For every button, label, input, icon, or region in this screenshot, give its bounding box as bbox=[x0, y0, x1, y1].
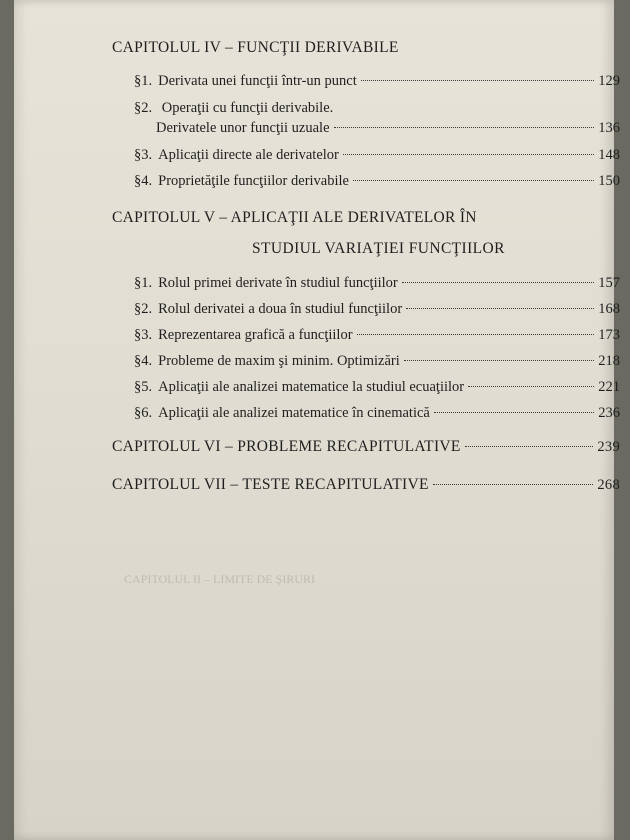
entry-title: Derivata unei funcţii într-un punct bbox=[158, 73, 357, 89]
entry-page: 268 bbox=[597, 477, 620, 493]
toc-entry[interactable] bbox=[112, 400, 620, 426]
toc-entry[interactable] bbox=[112, 168, 620, 194]
entry-title-continued: Derivatele unor funcţii uzuale bbox=[156, 120, 330, 136]
leader-dots bbox=[353, 180, 594, 181]
chapter-5-title bbox=[112, 208, 620, 228]
entry-number: §5. bbox=[134, 379, 153, 395]
entry-title: Rolul primei derivate în studiul funcţiilor bbox=[158, 275, 398, 291]
chapter-6-heading: CAPITOLUL VI – PROBLEME RECAPITULATIVE bbox=[112, 438, 461, 455]
leader-dots bbox=[465, 446, 594, 447]
leader-dots bbox=[402, 282, 595, 283]
entry-title: Aplicaţii ale analizei matematice la studiul ecuaţiilor bbox=[158, 379, 465, 395]
entry-page: 150 bbox=[598, 173, 620, 189]
leader-dots bbox=[404, 360, 594, 361]
entry-number: §1. bbox=[134, 275, 153, 291]
leader-dots bbox=[343, 154, 594, 155]
chapter-5-heading: CAPITOLUL V – APLICAŢII ALE DERIVATELOR ÎN bbox=[112, 209, 477, 226]
leader-dots bbox=[406, 308, 594, 309]
entry-title: Aplicaţii ale analizei matematice în cinematică bbox=[158, 405, 430, 421]
chapter-7-heading: CAPITOLUL VII – TESTE RECAPITULATIVE bbox=[112, 476, 429, 493]
entry-number: §4. bbox=[134, 173, 153, 189]
entry-title: Reprezentarea grafică a funcţiilor bbox=[158, 327, 353, 343]
table-of-contents bbox=[112, 38, 620, 498]
entry-page: 173 bbox=[598, 327, 620, 343]
entry-title: Operaţii cu funcţii derivabile. bbox=[161, 100, 334, 116]
entry-page: 168 bbox=[598, 301, 620, 317]
entry-page: 157 bbox=[598, 275, 620, 291]
entry-title: Probleme de maxim şi minim. Optimizări bbox=[158, 353, 400, 369]
entry-number: §6. bbox=[134, 405, 153, 421]
entry-number: §3. bbox=[134, 147, 153, 163]
chapter-6-entry[interactable] bbox=[112, 434, 620, 460]
entry-title: Rolul derivatei a doua în studiul funcţiilor bbox=[158, 301, 403, 317]
toc-entry[interactable] bbox=[112, 348, 620, 374]
toc-entry[interactable] bbox=[112, 270, 620, 296]
entry-page: 129 bbox=[598, 73, 620, 89]
leader-dots bbox=[357, 334, 595, 335]
chapter-4-entries bbox=[112, 68, 620, 194]
entry-title: Proprietăţile funcţiilor derivabile bbox=[158, 173, 349, 189]
entry-title: Aplicaţii directe ale derivatelor bbox=[158, 147, 339, 163]
entry-number: §2. bbox=[134, 301, 153, 317]
entry-number: §1. bbox=[134, 73, 153, 89]
chapter-5-entries bbox=[112, 270, 620, 426]
bleed-through-text: CAPITOLUL II – LIMITE DE ŞIRURI bbox=[124, 572, 315, 586]
book-page bbox=[14, 0, 620, 840]
entry-page: 136 bbox=[598, 120, 620, 136]
chapter-4-title bbox=[112, 38, 620, 58]
toc-entry[interactable] bbox=[112, 142, 620, 168]
chapter-4-heading: CAPITOLUL IV – FUNCŢII DERIVABILE bbox=[112, 39, 399, 56]
entry-page: 221 bbox=[598, 379, 620, 395]
leader-dots bbox=[334, 127, 595, 128]
entry-page: 148 bbox=[598, 147, 620, 163]
entry-number: §2. bbox=[134, 100, 153, 116]
leader-dots bbox=[434, 412, 594, 413]
entry-number: §3. bbox=[134, 327, 153, 343]
toc-entry[interactable] bbox=[112, 296, 620, 322]
leader-dots bbox=[433, 484, 594, 485]
leader-dots bbox=[361, 80, 595, 81]
toc-entry[interactable] bbox=[112, 94, 620, 142]
toc-entry[interactable] bbox=[112, 374, 620, 400]
entry-page: 236 bbox=[598, 405, 620, 421]
chapter-7-entry[interactable] bbox=[112, 472, 620, 498]
entry-number: §4. bbox=[134, 353, 153, 369]
leader-dots bbox=[468, 386, 594, 387]
toc-entry[interactable] bbox=[112, 322, 620, 348]
entry-page: 239 bbox=[597, 439, 620, 455]
toc-entry[interactable] bbox=[112, 68, 620, 94]
entry-page: 218 bbox=[598, 353, 620, 369]
chapter-5-heading-continued: STUDIUL VARIAŢIEI FUNCŢIILOR bbox=[252, 240, 505, 257]
